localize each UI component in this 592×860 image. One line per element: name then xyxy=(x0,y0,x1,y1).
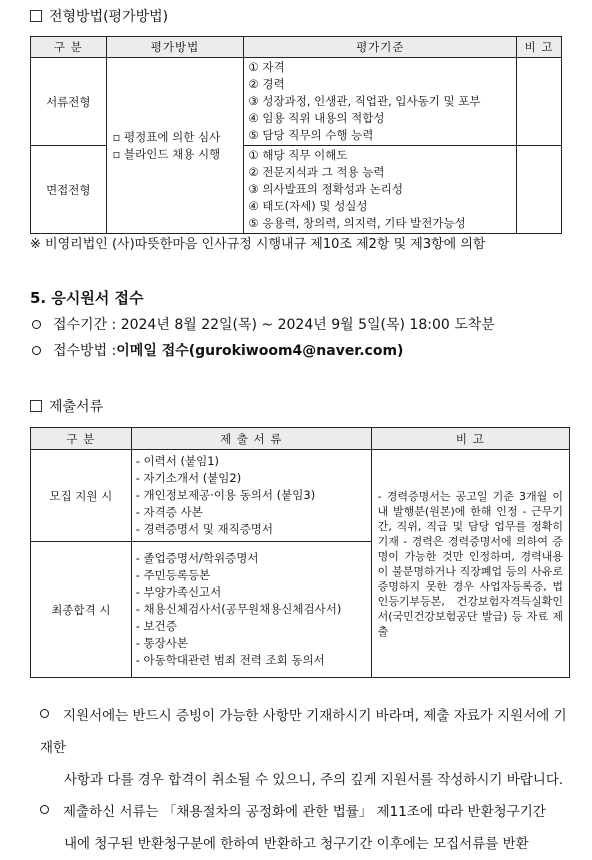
criteria-item: ① 자격 xyxy=(248,60,285,74)
section-eval-heading xyxy=(30,6,168,26)
doc-item: - 부양가족신고서 xyxy=(135,585,222,599)
doc-item: - 개인정보제공·이용 동의서 (붙임3) xyxy=(135,488,316,502)
checkbox-square-icon xyxy=(30,400,42,412)
docs-stage-apply: 모집 지원 시 xyxy=(31,450,132,542)
criteria-item: ① 해당 직무 이해도 xyxy=(248,148,348,162)
docs-stage-final: 최종합격 시 xyxy=(31,542,132,678)
eval-criteria-document xyxy=(244,58,517,146)
doc-item: - 경력증명서 및 재직증명서 xyxy=(135,522,274,536)
docs-table xyxy=(30,427,570,678)
eval-table-header xyxy=(31,37,562,58)
eval-method-item: ▫ 평정표에 의한 심사 xyxy=(112,129,221,144)
circle-bullet-icon xyxy=(40,709,49,718)
notice-paragraph xyxy=(40,700,570,860)
docs-list-final xyxy=(131,542,371,678)
docs-table-header xyxy=(31,428,570,450)
application-period xyxy=(32,314,495,334)
doc-item: - 통장사본 xyxy=(135,636,188,650)
doc-item: - 보건증 xyxy=(135,619,177,633)
criteria-item: ④ 태도(자세) 및 성실성 xyxy=(248,199,368,213)
table-row xyxy=(31,58,562,146)
notice-line: 내에 청구된 반환청구분에 한하여 반환하고 청구기간 이후에는 모집서류를 반환 xyxy=(64,836,529,852)
section5-title: 5. 응시원서 접수 xyxy=(30,289,144,307)
eval-header-remarks: 비 고 xyxy=(517,37,562,58)
notice-line xyxy=(40,700,570,764)
eval-criteria-interview xyxy=(244,146,517,234)
doc-item: - 이력서 (붙임1) xyxy=(135,454,219,468)
notice-text: 지원서에는 반드시 증빙이 가능한 사항만 기재하시기 바라며, 제출 자료가 지원서에 기재한 xyxy=(40,708,567,756)
doc-item: - 주민등록등본 xyxy=(135,568,211,582)
circle-bullet-icon xyxy=(32,346,41,355)
application-method-value: 이메일 접수(gurokiwoom4@naver.com) xyxy=(116,343,404,359)
doc-item: - 자기소개서 (붙임2) xyxy=(135,471,242,485)
table-row xyxy=(31,450,570,542)
criteria-item: ② 경력 xyxy=(248,77,285,91)
criteria-item: ③ 의사발표의 정확성과 논리성 xyxy=(248,182,403,196)
eval-header-stage: 구 분 xyxy=(31,37,107,58)
notice-line xyxy=(40,796,570,828)
eval-remarks-interview xyxy=(517,146,562,234)
criteria-item: ④ 임용 직위 내용의 적합성 xyxy=(248,111,385,125)
circle-bullet-icon xyxy=(32,320,41,329)
circle-bullet-icon xyxy=(40,805,49,814)
criteria-item: ② 전문지식과 그 적용 능력 xyxy=(248,165,385,179)
section-docs-heading xyxy=(30,396,103,416)
eval-stage-interview: 면접전형 xyxy=(31,146,107,234)
eval-method-item: ▫ 블라인드 채용 시행 xyxy=(112,146,221,161)
section-eval-title: 전형방법(평가방법) xyxy=(49,9,169,25)
doc-item: - 채용신체검사서(공무원채용신체검사서) xyxy=(135,602,342,616)
criteria-item: ⑤ 담당 직무의 수행 능력 xyxy=(248,128,374,142)
eval-stage-document: 서류전형 xyxy=(31,58,107,146)
docs-list-apply xyxy=(131,450,371,542)
docs-header-stage: 구 분 xyxy=(31,428,132,450)
docs-header-docs: 제 출 서 류 xyxy=(131,428,371,450)
checkbox-square-icon xyxy=(30,10,42,22)
doc-item: - 아동학대관련 범죄 전력 조회 동의서 xyxy=(135,653,325,667)
doc-item: - 졸업증명서/학위증명서 xyxy=(135,551,259,565)
application-method xyxy=(32,340,403,360)
notice-text: 제출하신 서류는 「채용절차의 공정화에 관한 법률」 제11조에 따라 반환청구기간 xyxy=(63,804,546,820)
eval-footnote: ※ 비영리법인 (사)따뜻한마음 인사규정 시행내규 제10조 제2항 및 제3항에 의함 xyxy=(30,237,486,252)
eval-header-criteria: 평가기준 xyxy=(244,37,517,58)
docs-remarks: - 경력증명서는 공고일 기준 3개월 이내 발행분(원본)에 한해 인정 - 근무기간, 직위, 직급 및 담당 업무를 정확히 기재 - 경력은 경력증명서에 의하여 증명이 가능한 것만 인정하며, 경력내용이 불분명하거나 직장폐업 등의 사유로 증명하지 못한 경우 사업자등록증, 법인등기부등본, 건강보험자격득실확인서(국민건강보험공단 발급) 등 자료 제출 xyxy=(371,450,569,678)
application-method-label: 접수방법 : xyxy=(53,343,117,359)
section-docs-title: 제출서류 xyxy=(49,399,104,415)
criteria-item: ⑤ 응용력, 창의력, 의지력, 기타 발전가능성 xyxy=(248,216,466,230)
criteria-item: ③ 성장과정, 인생관, 직업관, 입사동기 및 포부 xyxy=(248,94,481,108)
eval-table xyxy=(30,36,562,234)
docs-header-remarks: 비 고 xyxy=(371,428,569,450)
eval-remarks-document xyxy=(517,58,562,146)
eval-method-cell xyxy=(106,58,244,234)
notice-line: 사항과 다를 경우 합격이 취소될 수 있으니, 주의 깊게 지원서를 작성하시기 바랍니다. xyxy=(64,772,564,788)
doc-item: - 자격증 사본 xyxy=(135,505,203,519)
application-period-text: 접수기간 : 2024년 8월 22일(목) ~ 2024년 9월 5일(목) 18:00 도착분 xyxy=(53,317,495,333)
eval-header-method: 평가방법 xyxy=(106,37,244,58)
